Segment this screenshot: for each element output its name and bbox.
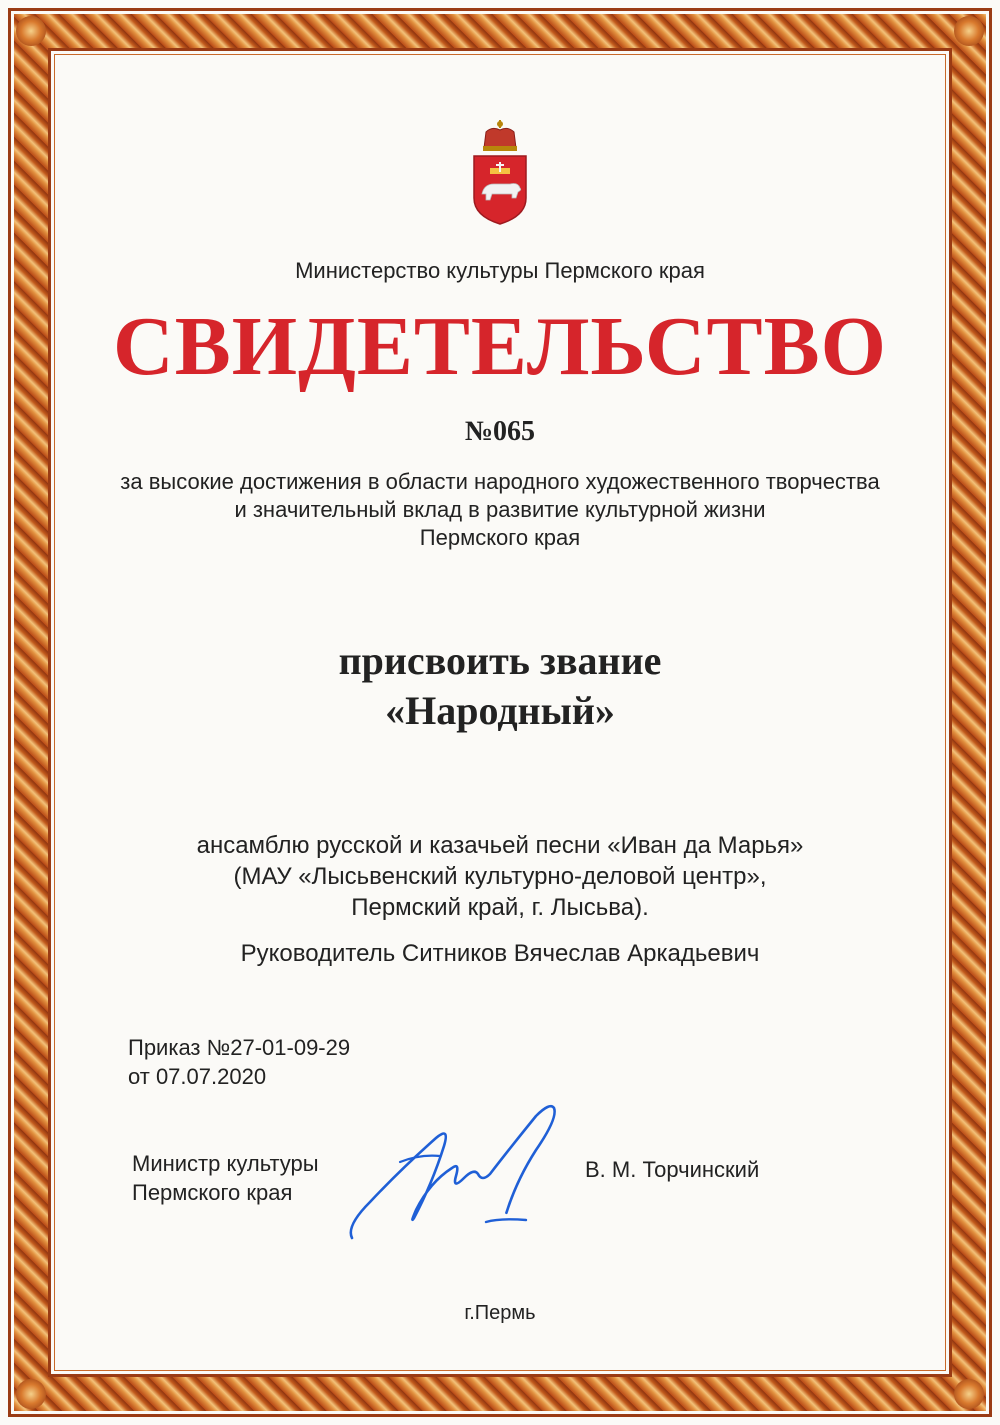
- coat-of-arms-icon: [470, 118, 530, 226]
- corner-ornament: [954, 16, 984, 46]
- award-line: присвоить звание: [338, 638, 662, 683]
- order-number: Приказ №27-01-09-29: [128, 1035, 351, 1060]
- ministry-name: Министерство культуры Пермского края: [295, 258, 705, 283]
- corner-ornament: [16, 16, 46, 46]
- certificate-title: СВИДЕТЕЛЬСТВО: [113, 300, 887, 393]
- corner-ornament: [954, 1379, 984, 1409]
- recipient-line: ансамблю русской и казачьей песни «Иван да Марья»: [196, 832, 804, 859]
- recipient-line: Пермский край, г. Лысьва).: [351, 894, 649, 921]
- certificate-number: №065: [464, 416, 536, 447]
- award-statement: [0, 636, 1000, 736]
- reason-line: Пермского края: [419, 525, 581, 550]
- reason-line: за высокие достижения в области народного художественного творчества: [120, 469, 880, 494]
- signatory-title-line: Министр культуры: [132, 1151, 319, 1176]
- ensemble-leader: Руководитель Ситников Вячеслав Аркадьевич: [240, 940, 760, 967]
- signatory-title-line: Пермского края: [132, 1180, 293, 1205]
- award-title: «Народный»: [385, 688, 615, 733]
- order-reference: [128, 1033, 350, 1091]
- order-date: от 07.07.2020: [128, 1064, 267, 1089]
- recipient-line: (МАУ «Лысьвенский культурно-деловой центр»,: [233, 863, 767, 890]
- reason-line: и значительный вклад в развитие культурной жизни: [234, 497, 766, 522]
- handwritten-signature: [340, 1098, 590, 1248]
- issue-city: г.Пермь: [464, 1302, 536, 1324]
- corner-ornament: [16, 1379, 46, 1409]
- award-reason: [0, 468, 1000, 552]
- signatory-name: В. М. Торчинский: [585, 1157, 760, 1182]
- recipient-block: [0, 830, 1000, 923]
- signatory-title: [132, 1149, 319, 1207]
